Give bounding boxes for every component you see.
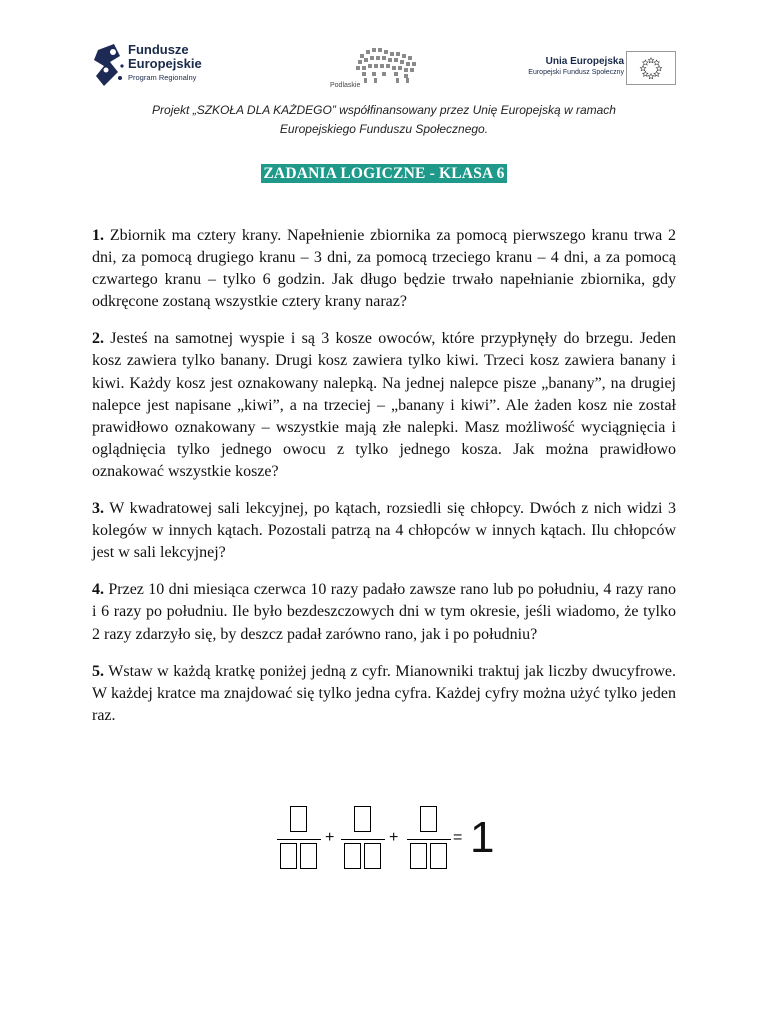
eu-flag-icon <box>626 51 676 85</box>
fraction-3 <box>407 803 451 873</box>
fraction-1 <box>277 803 321 873</box>
task-number: 5. <box>92 662 104 680</box>
task-5 <box>92 661 676 727</box>
denominator-tens-box <box>280 843 297 869</box>
fundusze-logo-line1: Fundusze <box>128 42 189 57</box>
denominator-tens-box <box>410 843 427 869</box>
fraction-2 <box>341 803 385 873</box>
plus-sign: + <box>325 829 335 846</box>
equation-result: 1 <box>470 813 495 862</box>
task-1 <box>92 225 676 313</box>
fundusze-logo-line2: Europejskie <box>128 56 202 71</box>
fraction-bar <box>341 839 385 840</box>
task-number: 1. <box>92 227 104 244</box>
plus-sign: + <box>389 829 399 846</box>
task-text: Przez 10 dni miesiąca czerwca 10 razy padało zawsze rano lub po południu, 4 razy rano i 6 razy po południu. Ile było bezdeszczowych dni w tym okresie, jeśli wiadomo, że tylko 2 razy zdarzyło się, by deszcz padał zarówno rano, jak i po południu? <box>92 581 677 643</box>
unia-europejska-logo <box>500 48 680 88</box>
podlaskie-logo <box>330 44 430 94</box>
task-number: 3. <box>92 500 104 518</box>
page-header <box>0 0 768 100</box>
denominator-units-box <box>364 843 381 869</box>
task-text: Wstaw w każdą kratkę poniżej jedną z cyfr. Mianowniki traktuj jak liczby dwucyfrowe. W każdej kratce ma znajdować się tylko jedna cyfra. Każdej cyfry można użyć tylko jeden raz. <box>92 662 676 724</box>
fraction-equation <box>277 803 507 875</box>
numerator-box <box>354 806 371 832</box>
denominator-units-box <box>430 843 447 869</box>
task-number: 2. <box>92 330 104 348</box>
fraction-bar <box>277 839 321 840</box>
project-note-line2: Europejskiego Funduszu Społecznego. <box>279 122 489 136</box>
task-number: 4. <box>92 581 104 599</box>
fundusze-europejskie-logo <box>92 42 242 92</box>
denominator-tens-box <box>344 843 361 869</box>
podlaskie-logo-label: Podlaskie <box>330 82 361 89</box>
task-text: Jesteś na samotnej wyspie i są 3 kosze owoców, które przypłynęły do brzegu. Jeden kosz zawiera tylko banany. Drugi kosz zawiera tylko kiwi. Trzeci kosz zawiera banany i kiwi. Każdy kosz jest oznakowany nalepką. Na jednej nalepce pisze „banany”, na drugiej nalepce jest napisane „kiwi”, a na trzeciej – „banany i kiwi”. Ale żaden kosz nie został prawidłowo oznakowany – wszystkie mają złe nalepki. Masz możliwość wyciągnięcia i oglądnięcia tylko jednego owocu z tylko jednego kosza. Jak można prawidłowo oznakować wszystkie kosze? <box>92 330 677 480</box>
project-note <box>0 101 768 139</box>
ue-logo-line2: Europejski Fundusz Społeczny <box>528 69 624 76</box>
project-note-line1: Projekt „SZKOŁA DLA KAŻDEGO” współfinansowany przez Unię Europejską w ramach <box>152 103 616 117</box>
equals-sign: = <box>453 829 463 846</box>
tasks-list <box>92 225 676 727</box>
task-text: W kwadratowej sali lekcyjnej, po kątach, rozsiedli się chłopcy. Dwóch z nich widzi 3 kolegów w innych kątach. Pozostali patrzą na 4 chłopców w innych kątach. Ilu chłopców jest w sali lekcyjnej? <box>92 500 677 562</box>
page-title: ZADANIA LOGICZNE - KLASA 6 <box>263 165 505 182</box>
ue-logo-line1: Unia Europejska <box>545 56 624 67</box>
task-text: Zbiornik ma cztery krany. Napełnienie zbiornika za pomocą pierwszego kranu trwa 2 dni, za pomocą drugiego kranu – 3 dni, za pomocą trzeciego kranu – 4 dni, a za pomocą czwartego kranu – tylko 6 godzin. Jak długo będzie trwało napełnianie zbiornika, gdy odkręcone zostaną wszystkie cztery krany naraz? <box>92 227 677 311</box>
denominator-units-box <box>300 843 317 869</box>
task-4 <box>92 579 676 645</box>
fundusze-europejskie-emblem-icon <box>92 42 126 88</box>
numerator-box <box>290 806 307 832</box>
fundusze-logo-line3: Program Regionalny <box>128 73 197 82</box>
title-wrapper <box>0 164 768 183</box>
fraction-bar <box>407 839 451 840</box>
numerator-box <box>420 806 437 832</box>
bison-icon <box>352 44 418 86</box>
task-3 <box>92 498 676 564</box>
task-2 <box>92 328 676 483</box>
